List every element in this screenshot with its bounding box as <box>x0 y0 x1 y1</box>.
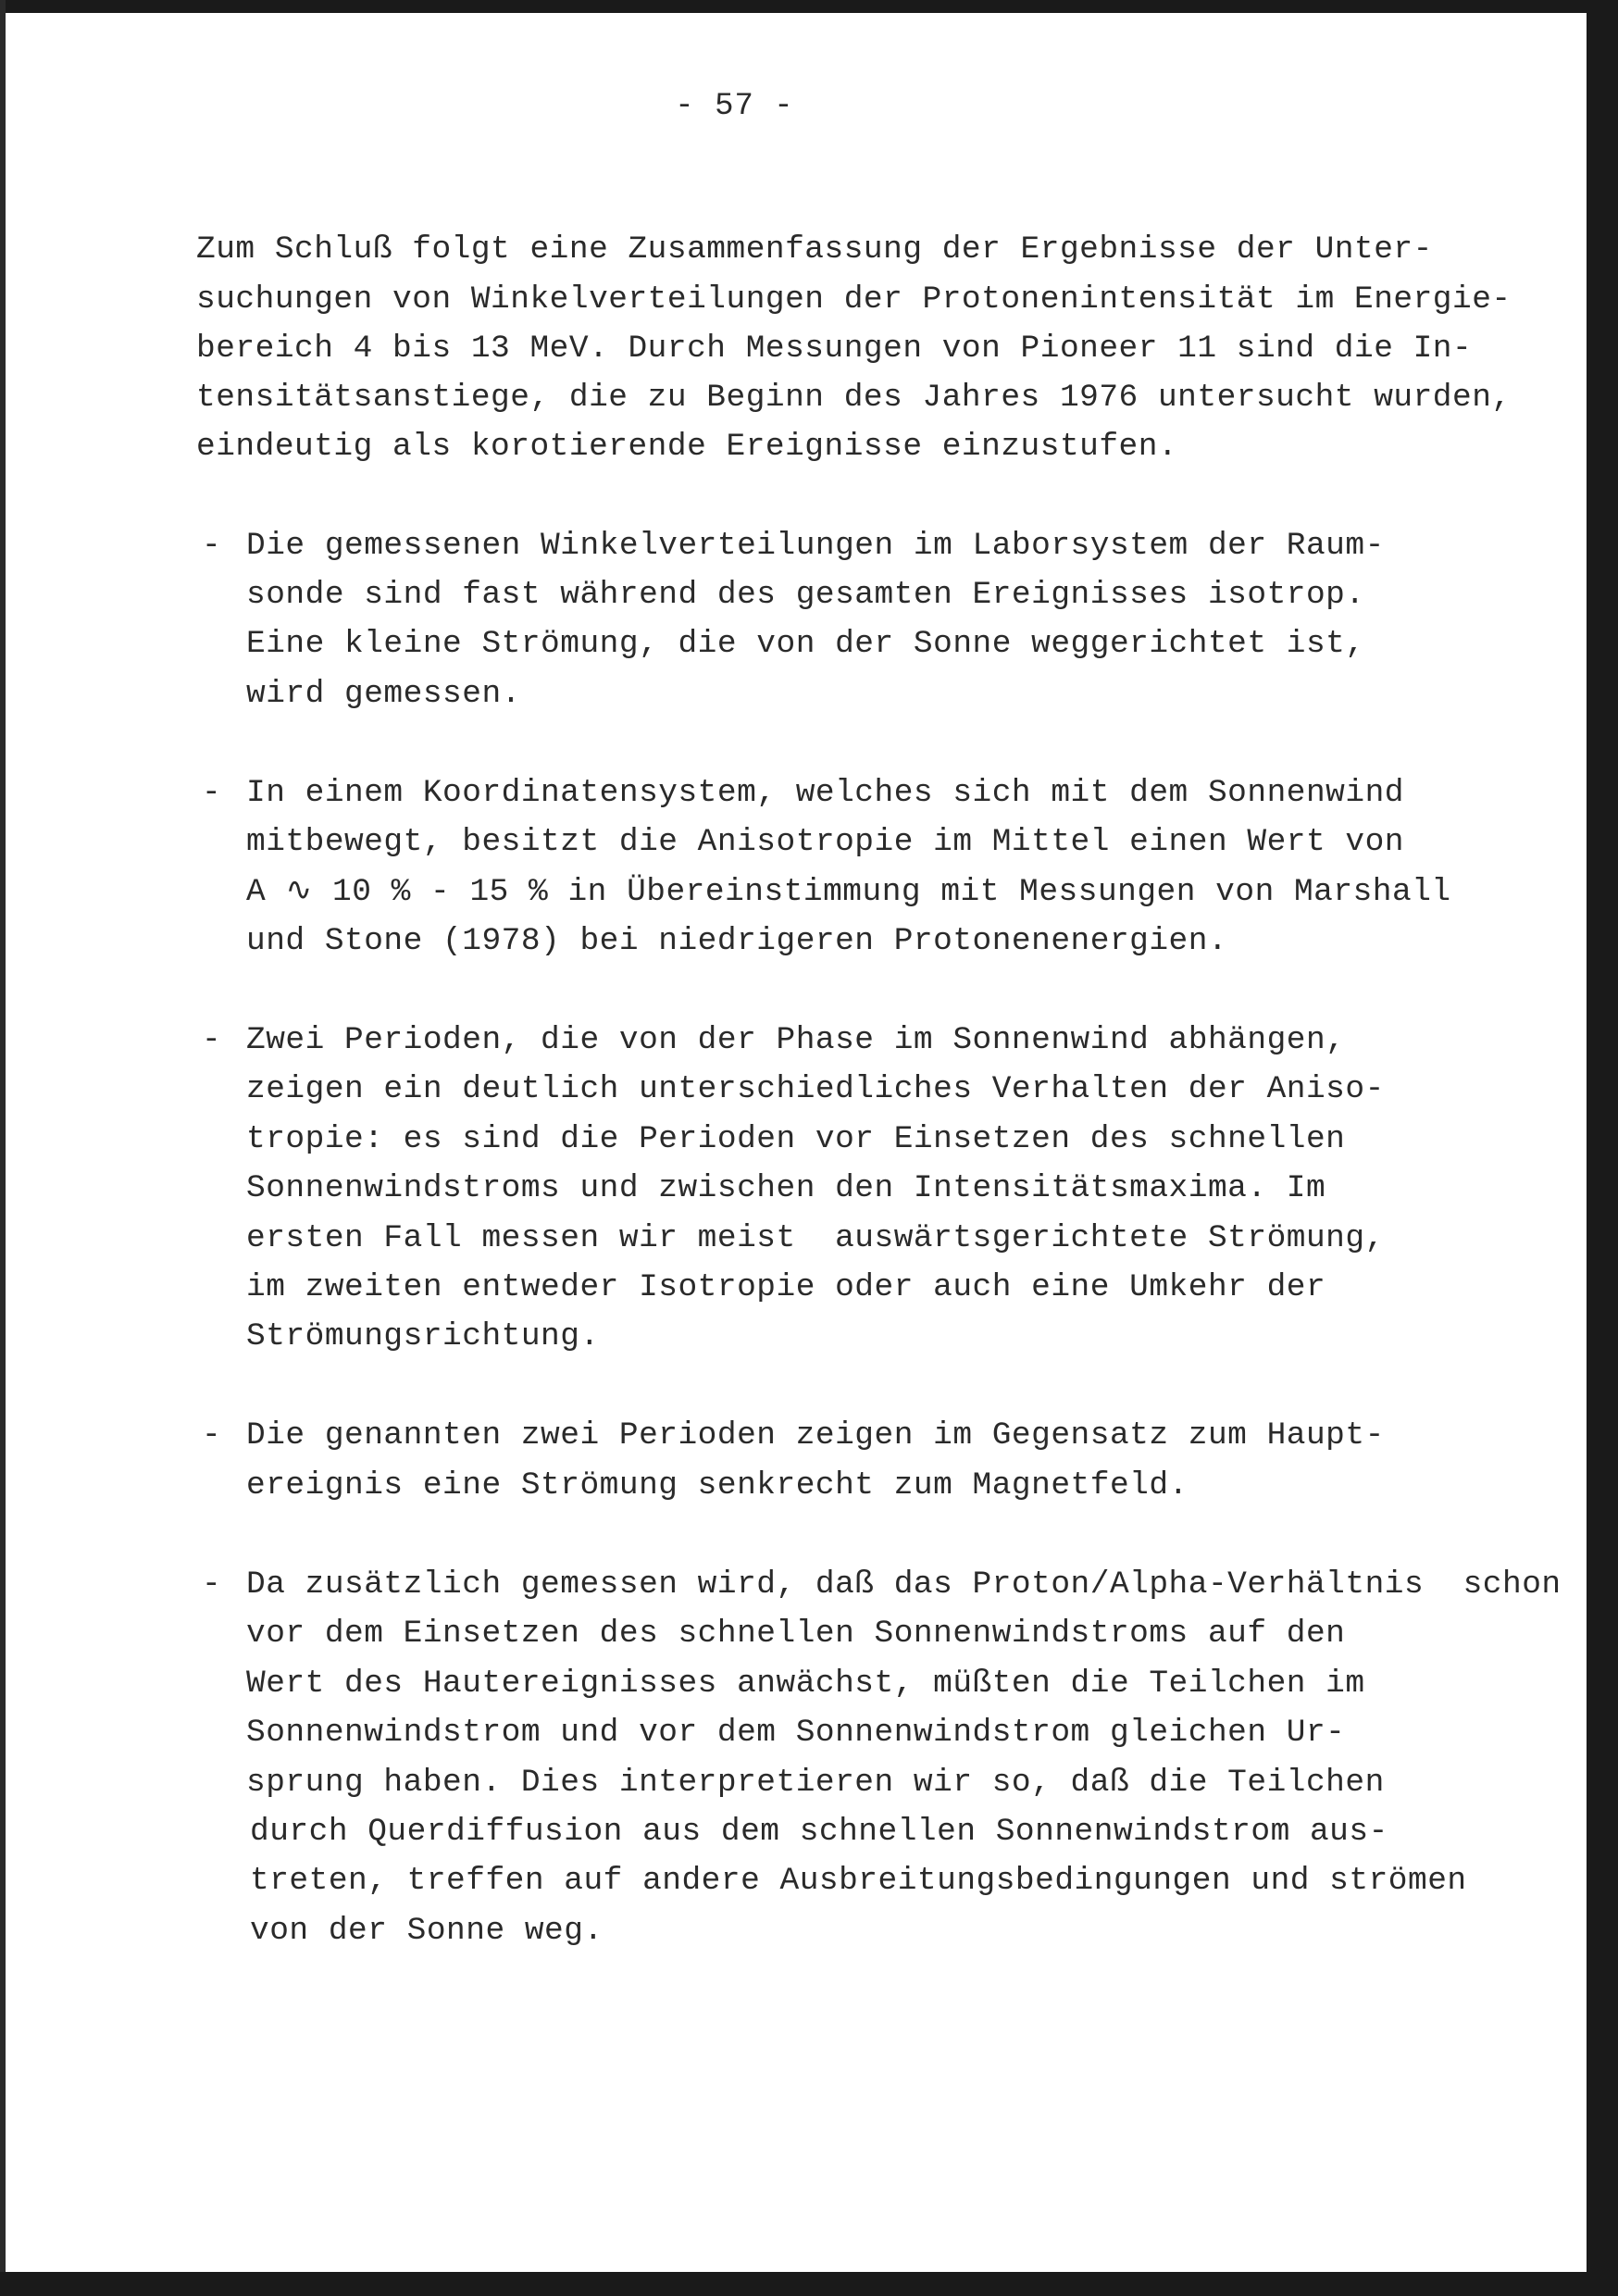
scan-border-top <box>0 0 1618 13</box>
bullet-line: vor dem Einsetzen des schnellen Sonnenwindstroms auf den <box>246 1616 1346 1652</box>
bullet-line: und Stone (1978) bei niedrigeren Protonenenergien. <box>246 923 1228 959</box>
intro-line: tensitätsanstiege, die zu Beginn des Jahres 1976 untersucht wurden, <box>196 380 1512 416</box>
bullet-line: Strömungsrichtung. <box>246 1318 600 1354</box>
bullet-line: von der Sonne weg. <box>250 1913 604 1949</box>
bullet-line: treten, treffen auf andere Ausbreitungsbedingungen und strömen <box>250 1863 1467 1899</box>
bullet-line: wird gemessen. <box>246 676 521 712</box>
scan-border-bottom <box>0 2272 1618 2296</box>
bullet-line: sprung haben. Dies interpretieren wir so, daß die Teilchen <box>246 1765 1385 1801</box>
bullet-marker: - <box>202 1566 221 1603</box>
bullet-marker: - <box>202 775 221 811</box>
bullet-line: Die genannten zwei Perioden zeigen im Gegensatz zum Haupt- <box>246 1417 1385 1454</box>
document-page <box>6 13 1587 2272</box>
bullet-line: Zwei Perioden, die von der Phase im Sonnenwind abhängen, <box>246 1022 1346 1058</box>
bullet-line: Eine kleine Strömung, die von der Sonne weggerichtet ist, <box>246 626 1365 662</box>
bullet-line: Die gemessenen Winkelverteilungen im Laborsystem der Raum- <box>246 528 1385 564</box>
bullet-line: sonde sind fast während des gesamten Ereignisses isotrop. <box>246 577 1365 613</box>
bullet-marker: - <box>202 1022 221 1058</box>
bullet-marker: - <box>202 1417 221 1454</box>
intro-line: eindeutig als korotierende Ereignisse einzustufen. <box>196 429 1178 465</box>
bullet-line: In einem Koordinatensystem, welches sich mit dem Sonnenwind <box>246 775 1404 811</box>
bullet-line: Sonnenwindstroms und zwischen den Intensitätsmaxima. Im <box>246 1170 1326 1206</box>
bullet-marker: - <box>202 528 221 564</box>
bullet-line: im zweiten entweder Isotropie oder auch eine Umkehr der <box>246 1269 1326 1305</box>
bullet-line: ereignis eine Strömung senkrecht zum Magnetfeld. <box>246 1467 1189 1504</box>
bullet-line: mitbewegt, besitzt die Anisotropie im Mittel einen Wert von <box>246 824 1404 860</box>
bullet-line: durch Querdiffusion aus dem schnellen Sonnenwindstrom aus- <box>250 1814 1388 1850</box>
intro-line: suchungen von Winkelverteilungen der Protonenintensität im Energie- <box>196 281 1512 318</box>
bullet-line: ersten Fall messen wir meist auswärtsgerichtete Strömung, <box>246 1220 1385 1256</box>
intro-line: bereich 4 bis 13 MeV. Durch Messungen von Pioneer 11 sind die In- <box>196 331 1473 367</box>
bullet-line: Sonnenwindstrom und vor dem Sonnenwindstrom gleichen Ur- <box>246 1715 1346 1751</box>
page-number: - 57 - <box>675 89 794 124</box>
bullet-line: tropie: es sind die Perioden vor Einsetzen des schnellen <box>246 1121 1346 1157</box>
bullet-line: zeigen ein deutlich unterschiedliches Verhalten der Aniso- <box>246 1071 1385 1107</box>
bullet-line: A ∿ 10 % - 15 % in Übereinstimmung mit Messungen von Marshall <box>246 874 1451 910</box>
scan-border-right <box>1587 0 1618 2296</box>
intro-line: Zum Schluß folgt eine Zusammenfassung der Ergebnisse der Unter- <box>196 231 1433 268</box>
bullet-line: Da zusätzlich gemessen wird, daß das Proton/Alpha-Verhältnis schon <box>246 1566 1562 1603</box>
bullet-line: Wert des Hautereignisses anwächst, müßten die Teilchen im <box>246 1666 1365 1702</box>
